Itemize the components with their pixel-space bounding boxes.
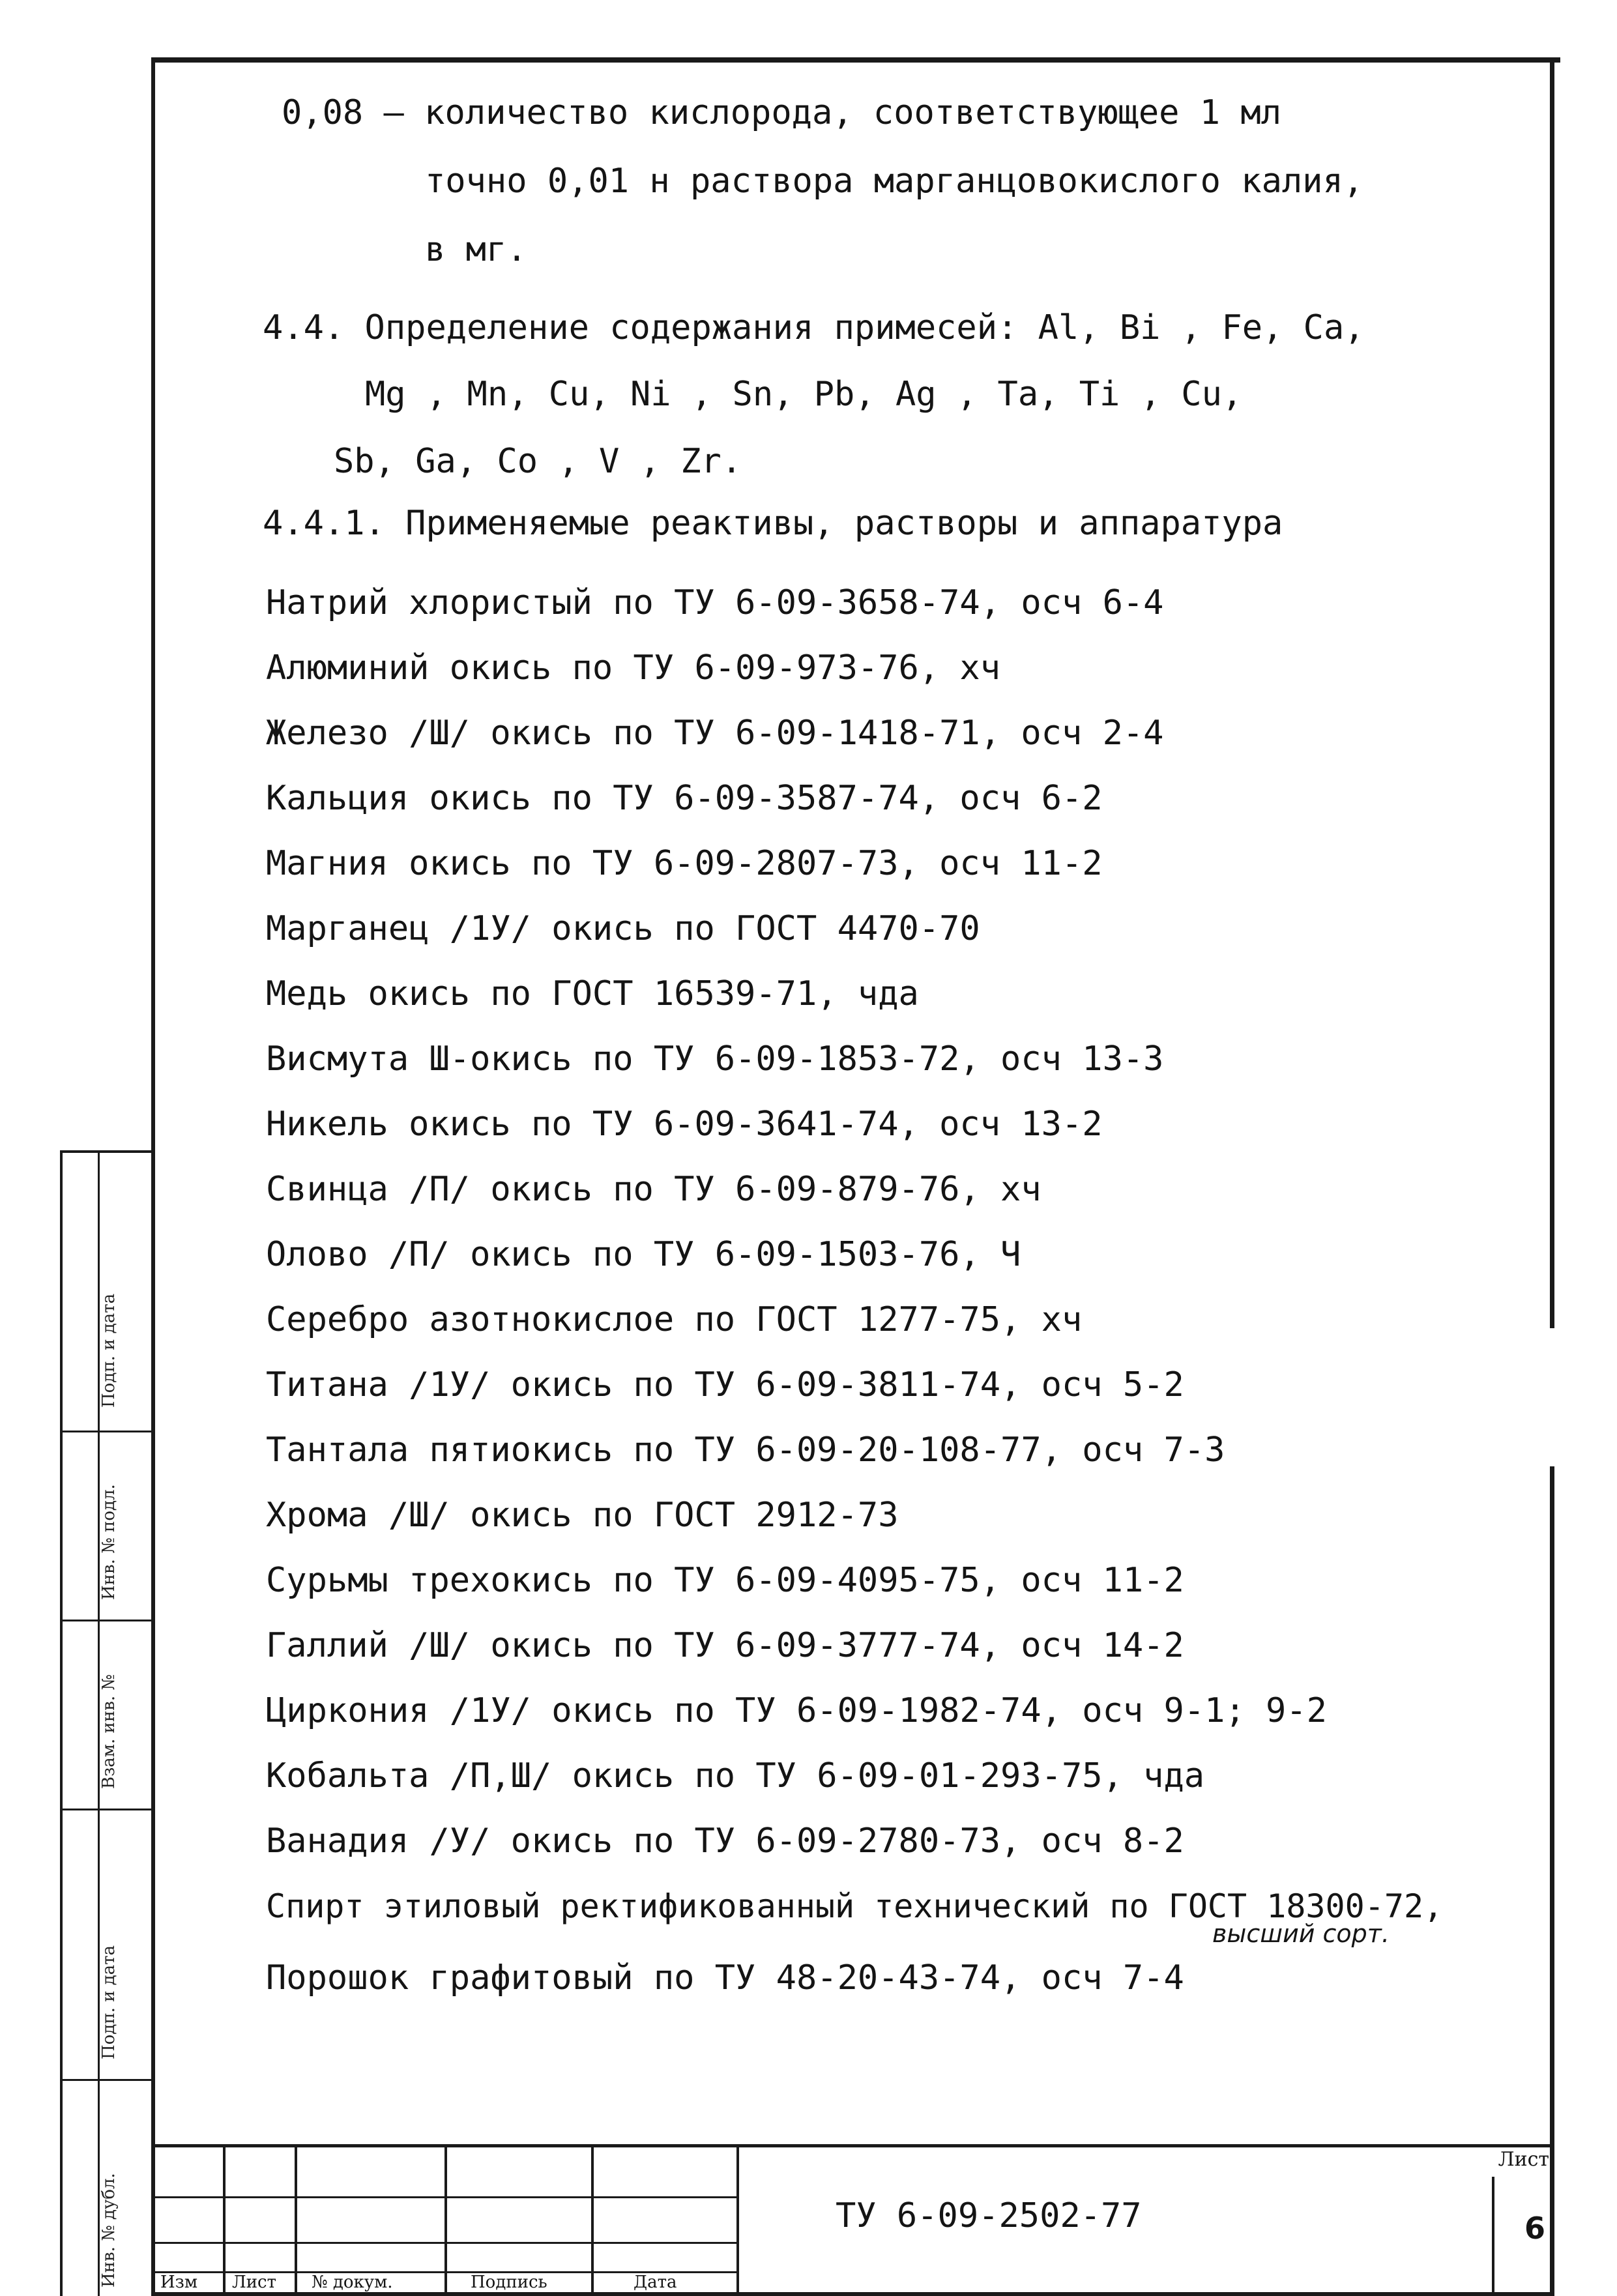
reagent-line: Кобальта /П,Ш/ окись по ТУ 6-09-01-293-75, чда [266, 1756, 1205, 1795]
frame-left-border [151, 57, 155, 2296]
reagent-line: Кальция окись по ТУ 6-09-3587-74, осч 6-2 [266, 779, 1103, 818]
impurity-list-line: Sb, Ga, Co , V , Zr. [334, 442, 742, 481]
title-block-col-rule [223, 2144, 226, 2296]
reagent-line: Спирт этиловый ректификованный технический по ГОСТ 18300-72, [266, 1887, 1444, 1925]
reagent-line: Ванадия /У/ окись по ТУ 6-09-2780-73, осч 8-2 [266, 1822, 1184, 1861]
side-label-original-inventory: Инв. № подл. [99, 1484, 119, 1600]
reagent-line: Никель окись по ТУ 6-09-3641-74, осч 13-2 [266, 1105, 1103, 1144]
title-block-col-rule [295, 2144, 297, 2296]
text-line: точно 0,01 н раствора марганцовокислого калия, [425, 162, 1364, 201]
side-label-signature-date-2: Подп. и дата [99, 1945, 119, 2059]
reagent-line: Порошок графитовый по ТУ 48-20-43-74, осч 7-4 [266, 1958, 1184, 1998]
reagent-line: Свинца /П/ окись по ТУ 6-09-879-76, хч [266, 1170, 1042, 1209]
caption-date: Дата [634, 2273, 677, 2292]
reagent-line: Галлий /Ш/ окись по ТУ 6-09-3777-74, осч 14-2 [266, 1626, 1184, 1665]
title-block-col-rule [444, 2144, 447, 2296]
reagent-line: Натрий хлористый по ТУ 6-09-3658-74, осч 6-4 [266, 583, 1164, 622]
section-heading: 4.4. Определение содержания примесей: Al, Bi , Fe, Ca, [263, 308, 1365, 347]
handwritten-note: высший сорт. [1212, 1919, 1390, 1948]
sheet-number: 6 [1524, 2211, 1545, 2246]
caption-sheet: Лист [232, 2273, 276, 2292]
reagent-line: Серебро азотнокислое по ГОСТ 1277-75, хч [266, 1300, 1083, 1339]
title-block-col-rule [736, 2144, 739, 2296]
side-label-replacement-inventory: Взам. инв. № [99, 1674, 119, 1789]
side-stamp-column [60, 1150, 151, 2296]
reagent-line: Алюминий окись по ТУ 6-09-973-76, хч [266, 648, 1001, 688]
side-stamp-rule [60, 1620, 151, 1621]
side-stamp-rule [60, 1431, 151, 1432]
frame-top-border [151, 57, 1560, 63]
side-stamp-outer-line [60, 1150, 63, 2296]
reagent-line: Олово /П/ окись по ТУ 6-09-1503-76, Ч [266, 1235, 1021, 1274]
side-stamp-rule [60, 2079, 151, 2081]
reagent-line: Сурьмы трехокись по ТУ 6-09-4095-75, осч 11-2 [266, 1561, 1184, 1600]
side-stamp-rule [60, 1150, 151, 1153]
side-label-signature-date: Подп. и дата [99, 1293, 119, 1408]
subsection-heading: 4.4.1. Применяемые реактивы, растворы и аппаратура [263, 504, 1283, 543]
side-stamp-rule [60, 1809, 151, 1810]
caption-doc-number: № докум. [312, 2273, 393, 2292]
reagent-line: Марганец /1У/ окись по ГОСТ 4470-70 [266, 909, 980, 948]
side-label-duplicate-inventory: Инв. № дубл. [99, 2173, 119, 2288]
frame-right-border [1550, 57, 1554, 1328]
reagent-line: Медь окись по ГОСТ 16539-71, чда [266, 974, 919, 1013]
sheet-label: Лист [1498, 2148, 1549, 2171]
text-line: в мг. [425, 230, 527, 269]
document-code: ТУ 6-09-2502-77 [836, 2196, 1142, 2235]
reagent-line: Хрома /Ш/ окись по ГОСТ 2912-73 [266, 1496, 899, 1535]
text-line: 0,08 – количество кислорода, соответствующее 1 мл [282, 93, 1282, 132]
caption-signature: Подпись [471, 2273, 547, 2292]
caption-change: Изм [160, 2273, 198, 2292]
impurity-list-line: Mg , Mn, Cu, Ni , Sn, Pb, Ag , Ta, Ti , Cu, [365, 375, 1243, 414]
reagent-line: Титана /1У/ окись по ТУ 6-09-3811-74, осч 5-2 [266, 1365, 1184, 1404]
title-block-col-rule [591, 2144, 594, 2296]
reagent-line: Циркония /1У/ окись по ТУ 6-09-1982-74, осч 9-1; 9-2 [266, 1691, 1327, 1730]
reagent-line: Железо /Ш/ окись по ТУ 6-09-1418-71, осч 2-4 [266, 714, 1164, 753]
reagent-line: Магния окись по ТУ 6-09-2807-73, осч 11-2 [266, 844, 1103, 883]
title-block-top-rule [151, 2144, 1554, 2147]
reagent-line: Висмута Ш-окись по ТУ 6-09-1853-72, осч 13-3 [266, 1039, 1164, 1079]
title-block [151, 2144, 1554, 2296]
reagent-line: Тантала пятиокись по ТУ 6-09-20-108-77, осч 7-3 [266, 1431, 1225, 1470]
